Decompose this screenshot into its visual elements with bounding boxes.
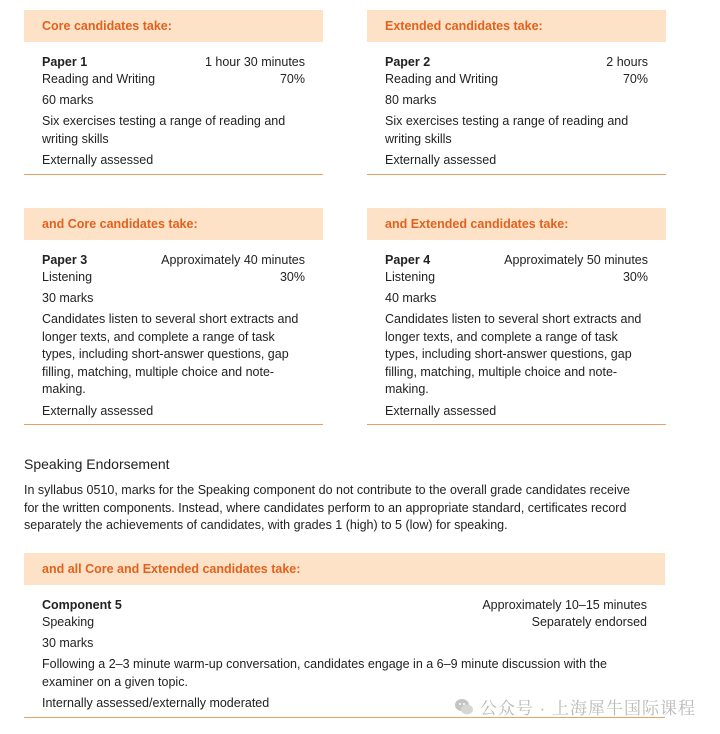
paper-marks: 40 marks	[385, 291, 437, 305]
component-assessment: Internally assessed/externally moderated	[42, 696, 270, 710]
paper-description: Candidates listen to several short extracts and longer texts, and complete a range of task types, including short-answer questions, gap filling, matching, multiple choice and note-making.	[385, 312, 642, 396]
box-header: Core candidates take:	[24, 10, 323, 42]
paper-3-box	[24, 208, 323, 425]
watermark	[454, 694, 696, 719]
paper-skill: Reading and Writing	[42, 72, 156, 86]
box-header: and Core candidates take:	[24, 208, 323, 240]
paper-assessment: Externally assessed	[42, 403, 154, 418]
paper-skill: Listening	[385, 270, 436, 284]
component-description: Following a 2–3 minute warm-up conversation, candidates engage in a 6–9 minute discussion with the examiner on a given topic.	[42, 657, 607, 689]
component-endorsement: Separately endorsed	[531, 615, 647, 629]
paper-skill: Reading and Writing	[385, 72, 499, 86]
paper-duration: Approximately 40 minutes	[161, 253, 305, 267]
component-title: Component 5	[42, 598, 122, 612]
box-header: and Extended candidates take:	[367, 208, 666, 240]
component-marks: 30 marks	[42, 636, 94, 650]
paper-title: Paper 1	[42, 55, 88, 69]
paper-title: Paper 3	[42, 253, 88, 267]
paper-2-box	[367, 10, 666, 175]
watermark-text: 公众号 · 上海犀牛国际课程	[479, 699, 696, 718]
component-skill: Speaking	[42, 615, 95, 629]
paper-skill: Listening	[42, 270, 93, 284]
paper-duration: 1 hour 30 minutes	[204, 55, 305, 69]
speaking-text: In syllabus 0510, marks for the Speaking component do not contribute to the overall grade candidates receive for the written components. Instead, where candidates perform to an appropriate standard, certificates record separately the achievements of candidates, with grades 1 (high) to 5 (low) for speaking.	[24, 483, 630, 532]
paper-marks: 60 marks	[42, 93, 94, 107]
paper-description: Six exercises testing a range of reading and writing skills	[385, 114, 629, 146]
wechat-icon	[454, 697, 474, 717]
paper-title: Paper 4	[385, 253, 431, 267]
paper-1-box	[24, 10, 323, 175]
paper-4-box	[367, 208, 666, 425]
component-duration: Approximately 10–15 minutes	[482, 598, 647, 612]
paper-weight: 70%	[622, 72, 648, 86]
paper-weight: 30%	[279, 270, 305, 284]
paper-duration: 2 hours	[606, 55, 648, 69]
paper-description: Candidates listen to several short extracts and longer texts, and complete a range of task types, including short-answer questions, gap filling, matching, multiple choice and note-making.	[42, 312, 299, 396]
paper-title: Paper 2	[385, 55, 431, 69]
paper-marks: 30 marks	[42, 291, 94, 305]
paper-weight: 30%	[622, 270, 648, 284]
speaking-title: Speaking Endorsement	[24, 456, 170, 472]
paper-assessment: Externally assessed	[42, 153, 154, 167]
paper-weight: 70%	[279, 72, 305, 86]
paper-marks: 80 marks	[385, 93, 437, 107]
paper-duration: Approximately 50 minutes	[504, 253, 648, 267]
paper-description: Six exercises testing a range of reading and writing skills	[42, 114, 286, 146]
box-header: and all Core and Extended candidates take:	[24, 553, 665, 585]
paper-assessment: Externally assessed	[385, 153, 497, 167]
box-header: Extended candidates take:	[367, 10, 666, 42]
paper-assessment: Externally assessed	[385, 403, 497, 418]
